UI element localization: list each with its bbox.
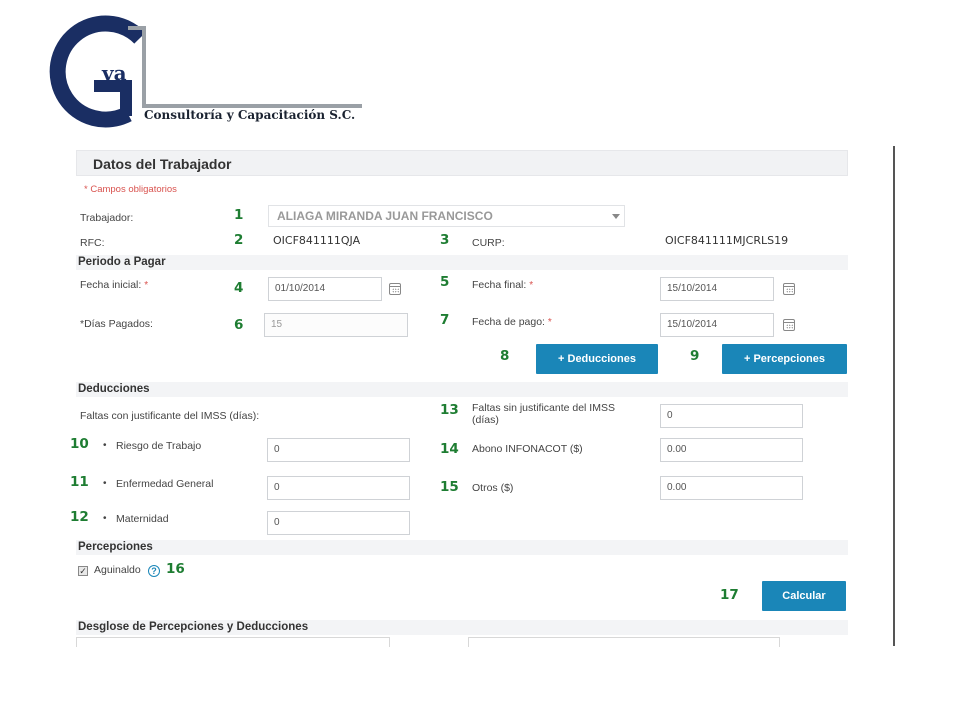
marker-17: 17 [720,587,739,603]
faltas-con-label: Faltas con justificante del IMSS (días): [80,410,260,422]
form-title: Datos del Trabajador [76,150,848,176]
deducciones-header: Deducciones [76,382,848,397]
logo-swoosh [128,26,362,108]
trabajador-value: ALIAGA MIRANDA JUAN FRANCISCO [277,209,493,223]
fecha-final-label: Fecha final: * [472,279,534,291]
rfc-value: OICF841111QJA [273,234,361,247]
curp-label: CURP: [472,237,505,249]
marker-4: 4 [234,280,244,296]
marker-13: 13 [440,402,459,418]
desglose-deducciones-box [468,637,780,647]
trabajador-label: Trabajador: [80,212,134,224]
aguinaldo-checkbox[interactable]: ✓ [79,566,87,576]
company-name: Consultoría y Capacitación S.C. [144,108,356,122]
bullet: • [103,513,107,524]
calcular-button[interactable]: Calcular [762,581,846,611]
periodo-header: Periodo a Pagar [76,255,848,270]
marker-6: 6 [234,317,244,333]
marker-9: 9 [690,348,700,364]
marker-5: 5 [440,274,450,290]
fecha-pago-input[interactable]: 15/10/2014 [660,313,774,337]
add-deducciones-button[interactable]: + Deducciones [536,344,658,374]
add-percepciones-button[interactable]: + Percepciones [722,344,847,374]
riesgo-label: Riesgo de Trabajo [116,440,202,452]
fecha-inicial-label: Fecha inicial: * [80,279,149,291]
trabajador-select[interactable] [268,205,625,227]
curp-value: OICF841111MJCRLS19 [665,234,789,247]
maternidad-label: Maternidad [116,513,169,525]
marker-12: 12 [70,509,89,525]
chevron-down-icon[interactable] [612,214,620,219]
marker-1: 1 [234,207,244,223]
desglose-header: Desglose de Percepciones y Deducciones [76,620,848,635]
marker-16: 16 [166,561,185,577]
help-icon[interactable]: ? [148,565,160,577]
bullet: • [103,478,107,489]
faltas-sin-input[interactable]: 0 [660,404,803,428]
percepciones-header: Percepciones [76,540,848,555]
fecha-inicial-input[interactable]: 01/10/2014 [268,277,382,301]
rfc-label: RFC: [80,237,105,249]
calendar-icon[interactable] [783,319,795,331]
dias-pagados-label: *Días Pagados: [80,318,153,330]
worker-form-panel [72,146,896,646]
infonacot-label: Abono INFONACOT ($) [472,443,583,455]
calendar-icon[interactable] [783,283,795,295]
logo-g-bar [94,80,132,116]
riesgo-input[interactable]: 0 [267,438,410,462]
calendar-icon[interactable] [389,283,401,295]
required-note: * Campos obligatorios [84,184,177,195]
otros-label: Otros ($) [472,482,514,494]
marker-10: 10 [70,436,89,452]
marker-15: 15 [440,479,459,495]
marker-2: 2 [234,232,244,248]
marker-11: 11 [70,474,89,490]
enfermedad-input[interactable]: 0 [267,476,410,500]
desglose-percepciones-box [76,637,390,647]
bullet: • [103,440,107,451]
marker-3: 3 [440,232,450,248]
infonacot-input[interactable]: 0.00 [660,438,803,462]
enfermedad-label: Enfermedad General [116,478,214,490]
marker-7: 7 [440,312,450,328]
marker-14: 14 [440,441,459,457]
dias-pagados-input[interactable]: 15 [264,313,408,337]
panel-right-border [893,146,895,646]
marker-8: 8 [500,348,510,364]
otros-input[interactable]: 0.00 [660,476,803,500]
fecha-final-input[interactable]: 15/10/2014 [660,277,774,301]
maternidad-input[interactable]: 0 [267,511,410,535]
logo-subscript: va [102,61,127,85]
fecha-pago-label: Fecha de pago: * [472,316,552,328]
faltas-sin-label: Faltas sin justificante del IMSS (días) [472,402,615,426]
aguinaldo-label: Aguinaldo [94,564,141,576]
